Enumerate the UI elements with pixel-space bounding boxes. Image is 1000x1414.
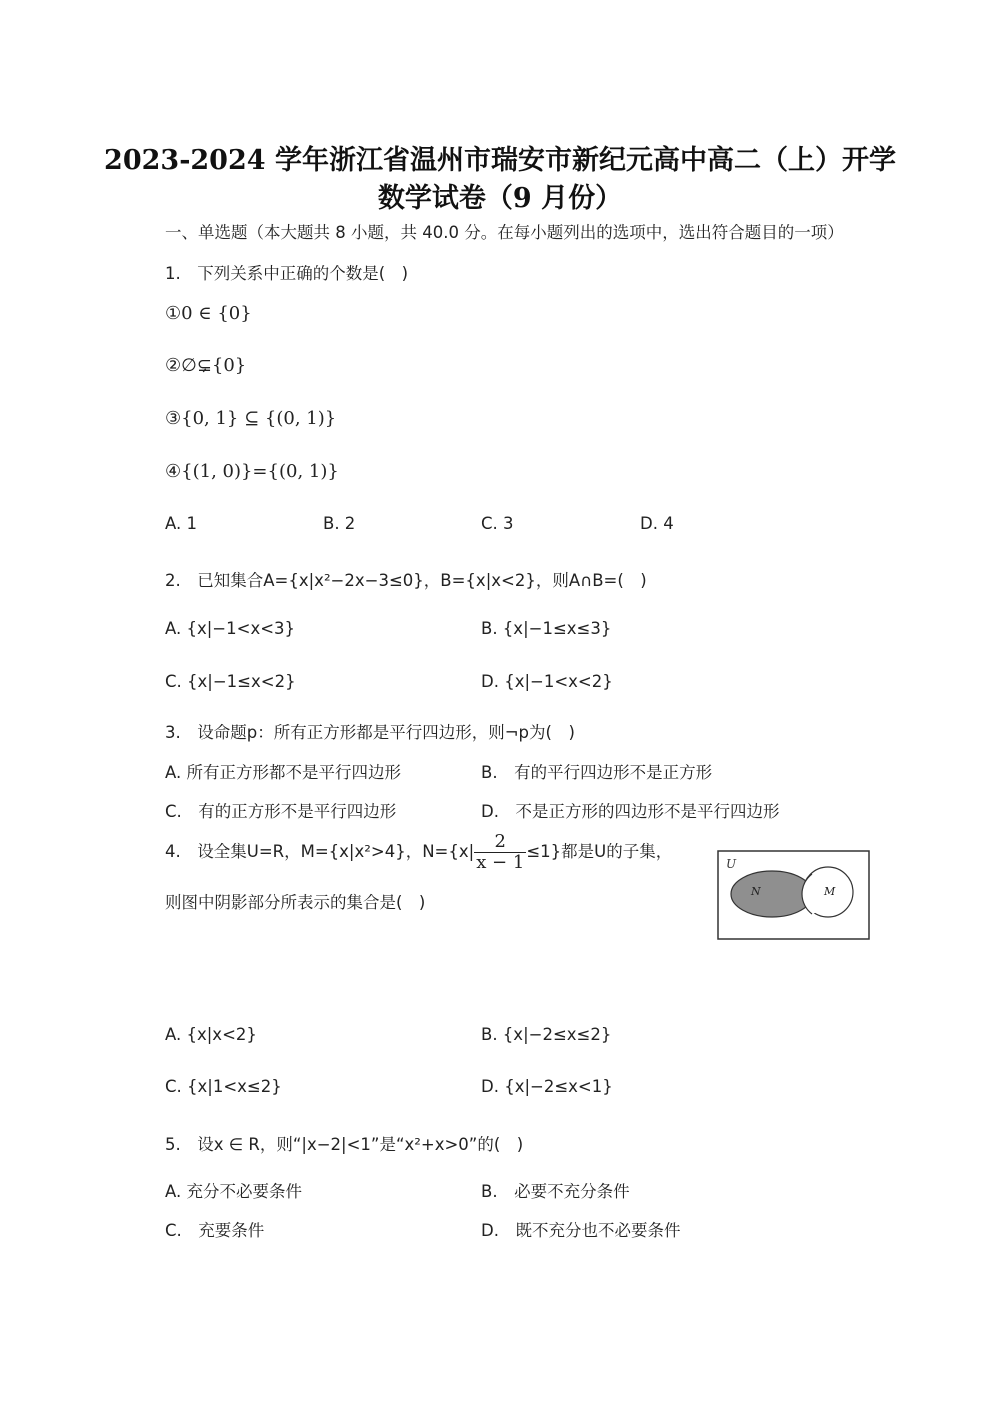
venn-label-n: N xyxy=(751,885,761,898)
venn-set-n xyxy=(731,871,813,917)
q3-stem: 3. 设命题p：所有正方形都是平行四边形，则¬p为( ) xyxy=(165,723,575,742)
q4-stem-part2: ≤1}都是U的子集， xyxy=(526,841,673,861)
q4-fraction xyxy=(474,832,526,873)
q1-option-b: B. 2 xyxy=(323,514,356,533)
q1-item-1: ①0 ∈ {0} xyxy=(165,303,252,324)
q2-option-b: B. {x|−1≤x≤3} xyxy=(481,619,612,638)
q4-option-c: C. {x|1<x≤2} xyxy=(165,1077,282,1096)
q4-fraction-denominator: x − 1 xyxy=(476,851,525,873)
q5-option-d: D. 既不充分也不必要条件 xyxy=(481,1221,681,1240)
q1-item-3: ③{0, 1} ⊆ {(0, 1)} xyxy=(165,408,337,429)
q4-stem xyxy=(165,832,672,873)
venn-label-m: M xyxy=(824,885,836,898)
q3-option-c: C. 有的正方形不是平行四边形 xyxy=(165,802,397,821)
venn-diagram xyxy=(717,850,871,942)
q5-option-b: B. 必要不充分条件 xyxy=(481,1182,630,1201)
q2-option-a: A. {x|−1<x<3} xyxy=(165,619,296,638)
venn-label-u: U xyxy=(726,857,737,871)
q4-stem-part1: 4. 设全集U=R，M={x|x²>4}，N={x| xyxy=(165,841,475,861)
q5-stem: 5. 设x ∈ R，则“|x−2|<1”是“x²+x>0”的( ) xyxy=(165,1135,524,1154)
q1-option-a: A. 1 xyxy=(165,514,197,533)
exam-title-line1: 2023-2024 学年浙江省温州市瑞安市新纪元高中高二（上）开学 xyxy=(104,145,896,176)
q4-option-d: D. {x|−2≤x<1} xyxy=(481,1077,613,1096)
q4-stem-line2: 则图中阴影部分所表示的集合是( ) xyxy=(165,893,426,912)
q4-option-b: B. {x|−2≤x≤2} xyxy=(481,1025,612,1044)
q2-stem: 2. 已知集合A={x|x²−2x−3≤0}，B={x|x<2}，则A∩B=( ) xyxy=(165,571,647,590)
q2-option-d: D. {x|−1<x<2} xyxy=(481,672,613,691)
q1-option-c: C. 3 xyxy=(481,514,514,533)
q3-option-d: D. 不是正方形的四边形不是平行四边形 xyxy=(481,802,780,821)
section-heading: 一、单选题（本大题共 8 小题，共 40.0 分。在每小题列出的选项中，选出符合题目的一项） xyxy=(165,223,844,242)
q1-item-2: ②∅⊊{0} xyxy=(165,355,247,376)
q3-option-a: A. 所有正方形都不是平行四边形 xyxy=(165,763,401,782)
q4-option-a: A. {x|x<2} xyxy=(165,1025,257,1044)
q4-fraction-numerator: 2 xyxy=(474,832,526,853)
q1-option-d: D. 4 xyxy=(640,514,674,533)
q1-item-4: ④{(1, 0)}={(0, 1)} xyxy=(165,461,339,482)
q5-option-c: C. 充要条件 xyxy=(165,1221,265,1240)
exam-title-line2: 数学试卷（9 月份） xyxy=(377,183,623,214)
q2-option-c: C. {x|−1≤x<2} xyxy=(165,672,296,691)
q5-option-a: A. 充分不必要条件 xyxy=(165,1182,302,1201)
q1-stem: 1. 下列关系中正确的个数是( ) xyxy=(165,264,409,283)
q3-option-b: B. 有的平行四边形不是正方形 xyxy=(481,763,713,782)
